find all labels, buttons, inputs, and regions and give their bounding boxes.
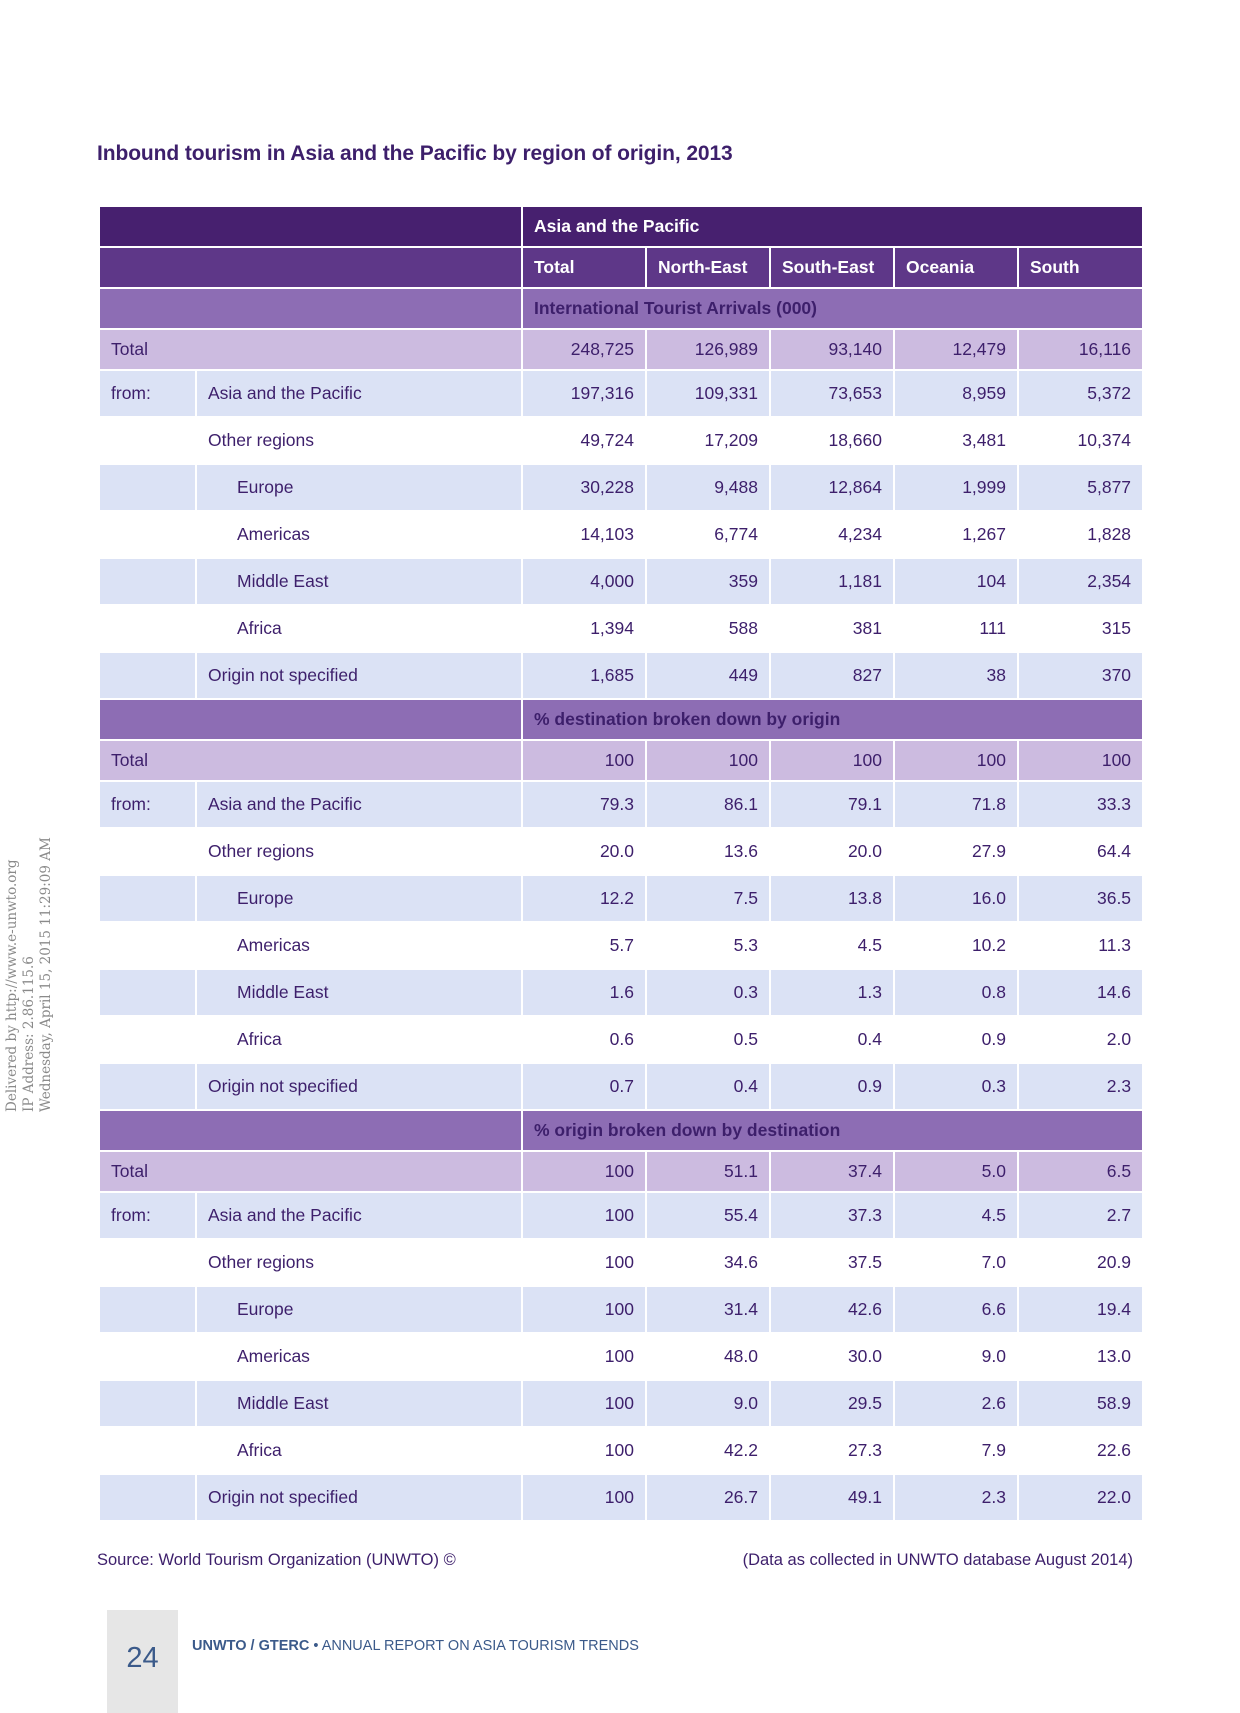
- total-value: 100: [1018, 740, 1143, 781]
- table-row: [99, 1016, 1143, 1063]
- cell-value: 10.2: [894, 922, 1018, 969]
- row-label: Americas: [196, 511, 522, 558]
- cell-value: 1,267: [894, 511, 1018, 558]
- row-blank: [99, 605, 196, 652]
- total-value: 100: [894, 740, 1018, 781]
- header-blank-2: [99, 247, 522, 288]
- cell-value: 30,228: [522, 464, 646, 511]
- total-value: 16,116: [1018, 329, 1143, 370]
- row-blank: [99, 1286, 196, 1333]
- cell-value: 1.6: [522, 969, 646, 1016]
- cell-value: 79.3: [522, 781, 646, 828]
- cell-value: 4,000: [522, 558, 646, 605]
- total-row: [99, 329, 1143, 370]
- cell-value: 29.5: [770, 1380, 894, 1427]
- total-value: 100: [522, 740, 646, 781]
- row-blank: [99, 875, 196, 922]
- row-label: Middle East: [196, 558, 522, 605]
- row-label: Asia and the Pacific: [196, 370, 522, 417]
- cell-value: 22.0: [1018, 1474, 1143, 1521]
- cell-value: 1,999: [894, 464, 1018, 511]
- total-value: 93,140: [770, 329, 894, 370]
- section-header-row: [99, 1110, 1143, 1151]
- row-label: Middle East: [196, 969, 522, 1016]
- row-label: Other regions: [196, 1239, 522, 1286]
- table-row: [99, 464, 1143, 511]
- table-row: [99, 1192, 1143, 1239]
- cell-value: 12,864: [770, 464, 894, 511]
- row-blank: [99, 922, 196, 969]
- cell-value: 4.5: [894, 1192, 1018, 1239]
- table-row: [99, 605, 1143, 652]
- cell-value: 827: [770, 652, 894, 699]
- cell-value: 197,316: [522, 370, 646, 417]
- cell-value: 9.0: [894, 1333, 1018, 1380]
- cell-value: 0.4: [646, 1063, 770, 1110]
- table-row: [99, 828, 1143, 875]
- row-blank: [99, 464, 196, 511]
- cell-value: 2.3: [894, 1474, 1018, 1521]
- from-label: from:: [99, 370, 196, 417]
- row-label: Middle East: [196, 1380, 522, 1427]
- table-row: [99, 558, 1143, 605]
- table-row: [99, 969, 1143, 1016]
- section-title: International Tourist Arrivals (000): [522, 288, 1143, 329]
- table-row: [99, 370, 1143, 417]
- cell-value: 26.7: [646, 1474, 770, 1521]
- cell-value: 0.9: [770, 1063, 894, 1110]
- total-value: 100: [522, 1151, 646, 1192]
- cell-value: 55.4: [646, 1192, 770, 1239]
- row-blank: [99, 511, 196, 558]
- section-header-row: [99, 288, 1143, 329]
- cell-value: 0.6: [522, 1016, 646, 1063]
- source-note: Source: World Tourism Organization (UNWTO) ©: [97, 1551, 456, 1569]
- cell-value: 0.3: [646, 969, 770, 1016]
- section-header-blank: [99, 1110, 522, 1151]
- row-blank: [99, 1063, 196, 1110]
- cell-value: 20.0: [522, 828, 646, 875]
- row-blank: [99, 652, 196, 699]
- table-row: [99, 1474, 1143, 1521]
- table-row: [99, 417, 1143, 464]
- cell-value: 13.0: [1018, 1333, 1143, 1380]
- header-blank: [99, 206, 522, 247]
- total-label: Total: [99, 329, 522, 370]
- cell-value: 22.6: [1018, 1427, 1143, 1474]
- cell-value: 1,685: [522, 652, 646, 699]
- cell-value: 14,103: [522, 511, 646, 558]
- row-label: Americas: [196, 1333, 522, 1380]
- cell-value: 315: [1018, 605, 1143, 652]
- table-row: [99, 1427, 1143, 1474]
- cell-value: 100: [522, 1474, 646, 1521]
- row-blank: [99, 417, 196, 464]
- cell-value: 27.3: [770, 1427, 894, 1474]
- section-header-blank: [99, 699, 522, 740]
- footer-org: UNWTO / GTERC: [192, 1638, 310, 1654]
- cell-value: 2,354: [1018, 558, 1143, 605]
- cell-value: 4,234: [770, 511, 894, 558]
- cell-value: 4.5: [770, 922, 894, 969]
- column-header-total: Total: [522, 247, 646, 288]
- total-value: 51.1: [646, 1151, 770, 1192]
- total-value: 12,479: [894, 329, 1018, 370]
- cell-value: 20.0: [770, 828, 894, 875]
- cell-value: 588: [646, 605, 770, 652]
- cell-value: 33.3: [1018, 781, 1143, 828]
- tourism-table: [98, 205, 1144, 1522]
- cell-value: 1,828: [1018, 511, 1143, 558]
- table-row: [99, 1063, 1143, 1110]
- table-row: [99, 1286, 1143, 1333]
- row-blank: [99, 1427, 196, 1474]
- watermark-line: IP Address: 2.86.115.6: [21, 956, 37, 1112]
- table-row: [99, 922, 1143, 969]
- cell-value: 100: [522, 1380, 646, 1427]
- cell-value: 18,660: [770, 417, 894, 464]
- row-label: Origin not specified: [196, 1474, 522, 1521]
- total-value: 248,725: [522, 329, 646, 370]
- cell-value: 111: [894, 605, 1018, 652]
- page-number: 24: [126, 1642, 159, 1674]
- cell-value: 7.9: [894, 1427, 1018, 1474]
- cell-value: 64.4: [1018, 828, 1143, 875]
- cell-value: 100: [522, 1333, 646, 1380]
- table-row: [99, 511, 1143, 558]
- cell-value: 100: [522, 1286, 646, 1333]
- table-row: [99, 652, 1143, 699]
- column-header-south-east: South-East: [770, 247, 894, 288]
- row-blank: [99, 969, 196, 1016]
- header-row-group: [99, 206, 1143, 247]
- row-label: Europe: [196, 464, 522, 511]
- cell-value: 7.5: [646, 875, 770, 922]
- footer-text: ANNUAL REPORT ON ASIA TOURISM TRENDS: [321, 1638, 639, 1654]
- cell-value: 100: [522, 1427, 646, 1474]
- cell-value: 100: [522, 1192, 646, 1239]
- cell-value: 17,209: [646, 417, 770, 464]
- cell-value: 42.6: [770, 1286, 894, 1333]
- cell-value: 71.8: [894, 781, 1018, 828]
- total-value: 100: [646, 740, 770, 781]
- cell-value: 0.3: [894, 1063, 1018, 1110]
- cell-value: 10,374: [1018, 417, 1143, 464]
- cell-value: 2.3: [1018, 1063, 1143, 1110]
- section-title: % origin broken down by destination: [522, 1110, 1143, 1151]
- watermark-line: Delivered by http://www.e-unwto.org: [4, 859, 20, 1112]
- footer-bullet: •: [309, 1638, 322, 1654]
- cell-value: 34.6: [646, 1239, 770, 1286]
- column-header-oceania: Oceania: [894, 247, 1018, 288]
- total-row: [99, 740, 1143, 781]
- table-row: [99, 875, 1143, 922]
- total-value: 5.0: [894, 1151, 1018, 1192]
- section-header-blank: [99, 288, 522, 329]
- section-title: % destination broken down by origin: [522, 699, 1143, 740]
- row-blank: [99, 1016, 196, 1063]
- total-value: 126,989: [646, 329, 770, 370]
- cell-value: 86.1: [646, 781, 770, 828]
- cell-value: 16.0: [894, 875, 1018, 922]
- row-blank: [99, 1474, 196, 1521]
- from-label: from:: [99, 1192, 196, 1239]
- cell-value: 12.2: [522, 875, 646, 922]
- cell-value: 1,181: [770, 558, 894, 605]
- cell-value: 5,877: [1018, 464, 1143, 511]
- row-label: Asia and the Pacific: [196, 781, 522, 828]
- page-number-box: [107, 1610, 178, 1713]
- total-value: 6.5: [1018, 1151, 1143, 1192]
- cell-value: 19.4: [1018, 1286, 1143, 1333]
- row-label: Origin not specified: [196, 652, 522, 699]
- cell-value: 13.8: [770, 875, 894, 922]
- column-header-north-east: North-East: [646, 247, 770, 288]
- row-blank: [99, 1333, 196, 1380]
- cell-value: 9.0: [646, 1380, 770, 1427]
- table-row: [99, 1333, 1143, 1380]
- row-label: Africa: [196, 1427, 522, 1474]
- cell-value: 36.5: [1018, 875, 1143, 922]
- row-blank: [99, 1380, 196, 1427]
- row-label: Africa: [196, 1016, 522, 1063]
- total-value: 37.4: [770, 1151, 894, 1192]
- row-label: Americas: [196, 922, 522, 969]
- cell-value: 381: [770, 605, 894, 652]
- row-blank: [99, 1239, 196, 1286]
- cell-value: 5.3: [646, 922, 770, 969]
- table-row: [99, 1380, 1143, 1427]
- cell-value: 0.4: [770, 1016, 894, 1063]
- row-label: Asia and the Pacific: [196, 1192, 522, 1239]
- cell-value: 7.0: [894, 1239, 1018, 1286]
- table-row: [99, 1239, 1143, 1286]
- page-title: Inbound tourism in Asia and the Pacific by region of origin, 2013: [97, 142, 733, 165]
- section-header-row: [99, 699, 1143, 740]
- cell-value: 49,724: [522, 417, 646, 464]
- total-label: Total: [99, 740, 522, 781]
- cell-value: 30.0: [770, 1333, 894, 1380]
- cell-value: 0.5: [646, 1016, 770, 1063]
- cell-value: 0.9: [894, 1016, 1018, 1063]
- watermark-line: Wednesday, April 15, 2015 11:29:09 AM: [38, 837, 54, 1112]
- cell-value: 73,653: [770, 370, 894, 417]
- row-label: Africa: [196, 605, 522, 652]
- cell-value: 5,372: [1018, 370, 1143, 417]
- cell-value: 11.3: [1018, 922, 1143, 969]
- cell-value: 9,488: [646, 464, 770, 511]
- cell-value: 0.8: [894, 969, 1018, 1016]
- cell-value: 20.9: [1018, 1239, 1143, 1286]
- cell-value: 1,394: [522, 605, 646, 652]
- header-group-label: Asia and the Pacific: [522, 206, 1143, 247]
- cell-value: 13.6: [646, 828, 770, 875]
- cell-value: 6.6: [894, 1286, 1018, 1333]
- cell-value: 5.7: [522, 922, 646, 969]
- row-label: Origin not specified: [196, 1063, 522, 1110]
- cell-value: 359: [646, 558, 770, 605]
- cell-value: 37.3: [770, 1192, 894, 1239]
- row-blank: [99, 558, 196, 605]
- cell-value: 3,481: [894, 417, 1018, 464]
- total-row: [99, 1151, 1143, 1192]
- cell-value: 0.7: [522, 1063, 646, 1110]
- row-label: Other regions: [196, 417, 522, 464]
- cell-value: 6,774: [646, 511, 770, 558]
- cell-value: 37.5: [770, 1239, 894, 1286]
- cell-value: 100: [522, 1239, 646, 1286]
- cell-value: 49.1: [770, 1474, 894, 1521]
- cell-value: 58.9: [1018, 1380, 1143, 1427]
- cell-value: 449: [646, 652, 770, 699]
- cell-value: 48.0: [646, 1333, 770, 1380]
- column-header-south: South: [1018, 247, 1143, 288]
- cell-value: 1.3: [770, 969, 894, 1016]
- cell-value: 42.2: [646, 1427, 770, 1474]
- row-label: Europe: [196, 1286, 522, 1333]
- cell-value: 38: [894, 652, 1018, 699]
- cell-value: 104: [894, 558, 1018, 605]
- cell-value: 27.9: [894, 828, 1018, 875]
- footer: [192, 1638, 639, 1654]
- cell-value: 8,959: [894, 370, 1018, 417]
- cell-value: 79.1: [770, 781, 894, 828]
- cell-value: 2.7: [1018, 1192, 1143, 1239]
- cell-value: 109,331: [646, 370, 770, 417]
- table-row: [99, 781, 1143, 828]
- row-blank: [99, 828, 196, 875]
- cell-value: 2.6: [894, 1380, 1018, 1427]
- cell-value: 370: [1018, 652, 1143, 699]
- row-label: Other regions: [196, 828, 522, 875]
- total-value: 100: [770, 740, 894, 781]
- collection-note: (Data as collected in UNWTO database August 2014): [742, 1551, 1133, 1569]
- cell-value: 2.0: [1018, 1016, 1143, 1063]
- cell-value: 31.4: [646, 1286, 770, 1333]
- from-label: from:: [99, 781, 196, 828]
- row-label: Europe: [196, 875, 522, 922]
- cell-value: 14.6: [1018, 969, 1143, 1016]
- total-label: Total: [99, 1151, 522, 1192]
- header-row-columns: [99, 247, 1143, 288]
